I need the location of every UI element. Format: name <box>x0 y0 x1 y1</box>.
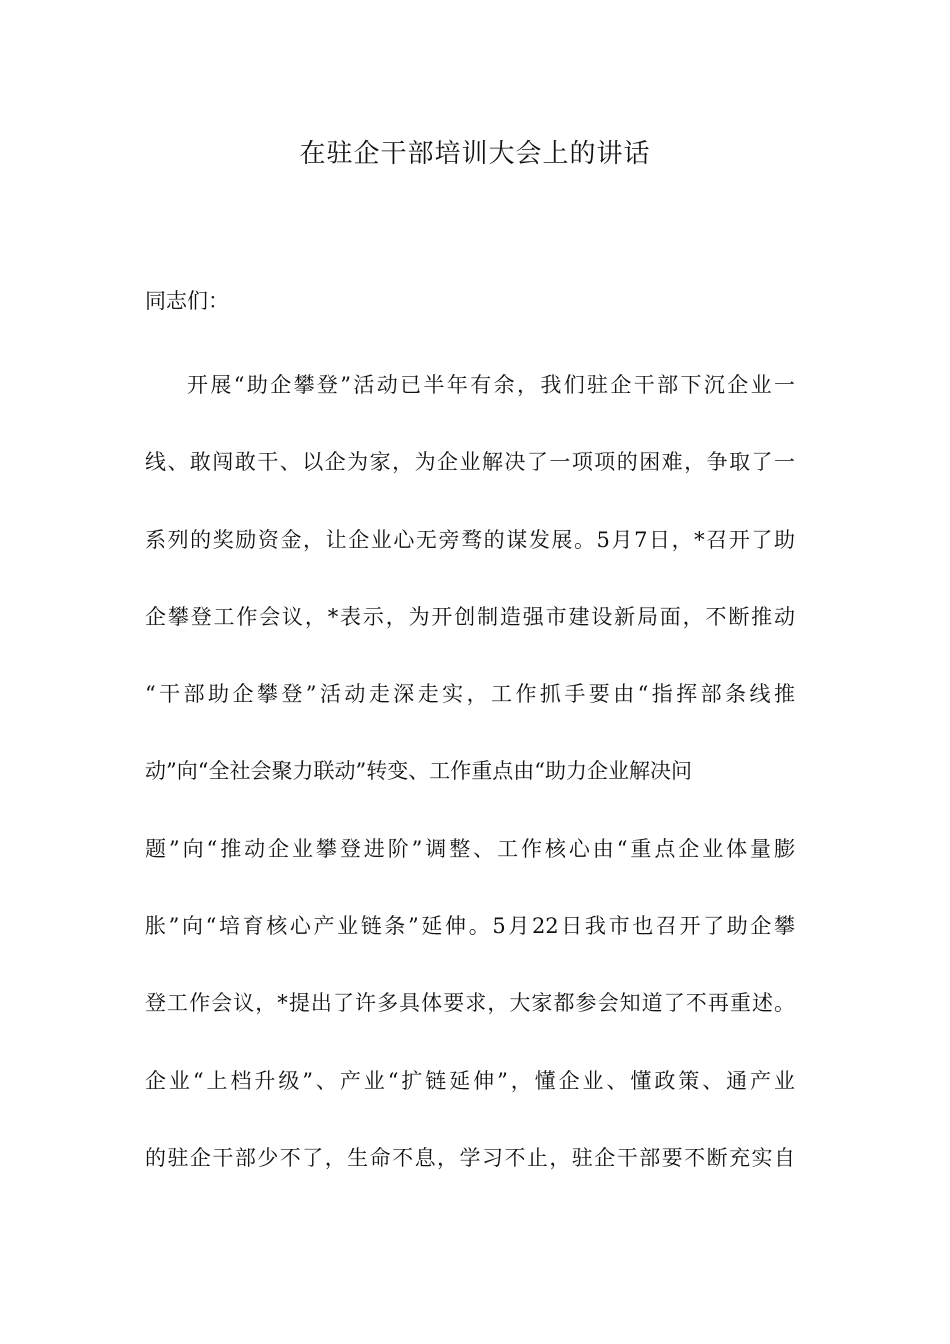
paragraph-line: 系列的奖励资金，让企业心无旁骛的谋发展。5月7日，*召开了助 <box>145 527 795 552</box>
salutation: 同志们： <box>145 289 229 313</box>
paragraph-line: 开展“助企攀登”活动已半年有余，我们驻企干部下沉企业一 <box>187 373 795 397</box>
paragraph-line: 线、敢闯敢干、以企为家，为企业解决了一项项的困难，争取了一 <box>145 450 795 475</box>
body-paragraph <box>145 365 795 1215</box>
paragraph-line: 企攀登工作会议，*表示，为开创制造强市建设新局面，不断推动 <box>145 604 795 629</box>
paragraph-line: 题”向“推动企业攀登进阶”调整、工作核心由“重点企业体量膨 <box>145 836 795 861</box>
paragraph-line: 动”向“全社会聚力联动”转变、工作重点由“助力企业解决问 <box>145 759 692 784</box>
document-title: 在驻企干部培训大会上的讲话 <box>299 139 651 169</box>
paragraph-line: 企业“上档升级”、产业“扩链延伸”，懂企业、懂政策、通产业 <box>145 1068 795 1093</box>
paragraph-line: 胀”向“培育核心产业链条”延伸。5月22日我市也召开了助企攀 <box>145 914 795 939</box>
paragraph-line: 登工作会议，*提出了许多具体要求，大家都参会知道了不再重述。 <box>145 991 795 1016</box>
paragraph-line: “干部助企攀登”活动走深走实，工作抓手要由“指挥部条线推 <box>145 682 795 707</box>
paragraph-line: 的驻企干部少不了，生命不息，学习不止，驻企干部要不断充实自 <box>145 1145 795 1170</box>
